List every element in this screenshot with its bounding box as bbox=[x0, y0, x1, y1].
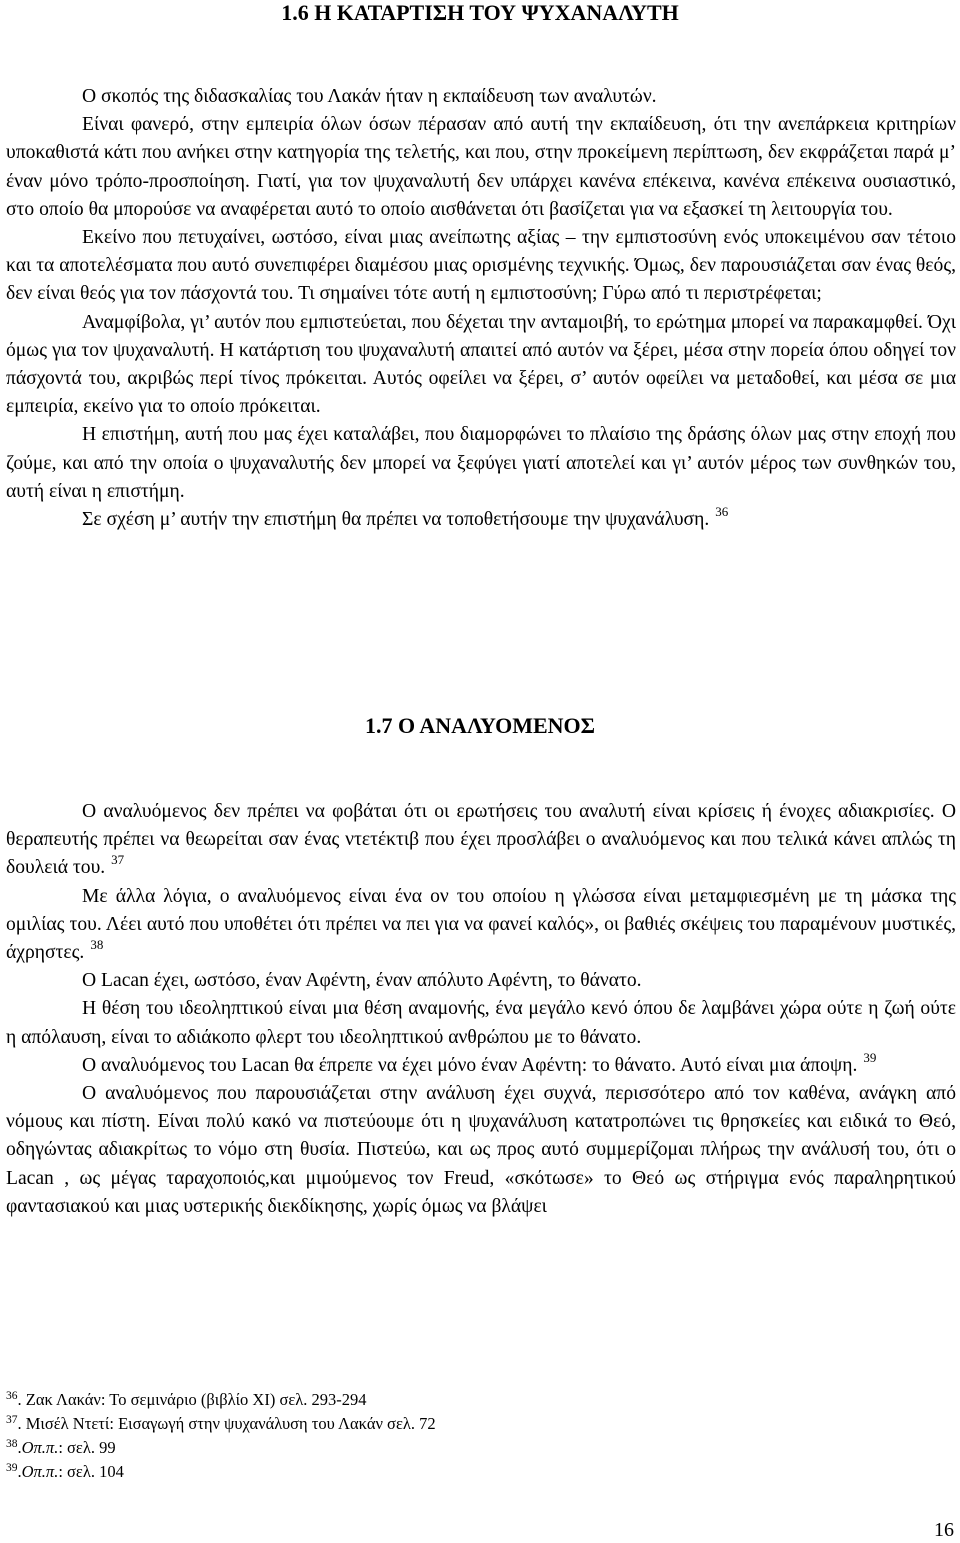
paragraph bbox=[6, 1049, 956, 1080]
footnote-number: 39 bbox=[6, 1462, 18, 1474]
footnote-reference: 37 bbox=[111, 852, 125, 868]
footnote-separator: . bbox=[17, 1462, 22, 1481]
paragraph-text: Ο αναλυόμενος δεν πρέπει να φοβάται ότι οι ερωτήσεις του αναλυτή είναι κρίσεις ή ένοχες αδιακρισίες. Ο θεραπευτής πρέπει να θεωρείται σαν ένας ντετέκτιβ που έχει προσλάβει ο αναλυόμενος και που τελικά κάνει απλώς τη δουλειά του. bbox=[6, 801, 956, 879]
section-heading-1-6: 1.6 Η ΚΑΤΑΡΤΙΣΗ ΤΟΥ ΨΥΧΑΝΑΛΥΤΗ bbox=[281, 0, 679, 25]
paragraph bbox=[6, 798, 956, 883]
paragraph: Αναμφίβολα, γι’ αυτόν που εμπιστεύεται, που δέχεται την ανταμοιβή, το ερώτημα μπορεί να παρακαμφθεί. Όχι όμως για τον ψυχαναλυτή. Η κατάρτιση του ψυχαναλυτή απαιτεί από αυτόν να ξέρει, μέσα στην πορεία όπου οδηγεί τον πάσχοντά του, ακριβώς περί τίνος πρόκειται. Αυτός οφείλει να ξέρει, σ’ αυτόν οφείλει να μεταδοθεί, και μέσα σε μια εμπειρία, εκείνο για το οποίο πρόκειται. bbox=[6, 311, 956, 418]
footnote-separator: . bbox=[17, 1390, 26, 1409]
footnote-reference: 36 bbox=[715, 504, 729, 520]
footnote-text: : σελ. 104 bbox=[58, 1462, 124, 1481]
paragraph: Ο σκοπός της διδασκαλίας του Λακάν ήταν η εκπαίδευση των αναλυτών. bbox=[82, 86, 657, 107]
paragraph: Ο Lacan έχει, ωστόσο, έναν Αφέντη, έναν απόλυτο Αφέντη, το θάνατο. bbox=[82, 970, 642, 992]
paragraph-text: Με άλλα λόγια, ο αναλυόμενος είναι ένα ον του οποίου η γλώσσα είναι μεταμφιεσμένη με τη μάσκα της ομιλίας του. Λέει αυτό που υποθέτει ότι πρέπει να πει για να φανεί καλός», οι βαθιές σκέψεις του παραμένουν μυστικές, άχρηστες. bbox=[6, 885, 956, 964]
footnote-number: 36 bbox=[6, 1390, 18, 1402]
paragraph: Εκείνο που πετυχαίνει, ωστόσο, είναι μιας ανείπωτης αξίας – την εμπιστοσύνη ενός υποκειμένου σαν τέτοιο και τα αποτελέσματα που αυτό συνεπιφέρει διαμέσου μιας ορισμένης τεχνικής. Όμως, δεν παρουσιάζεται σαν ένας θεός, δεν είναι θεός για τον πάσχοντά του. Τι σημαίνει τότε αυτή η εμπιστοσύνη; Γύρω από τι περιστρέφεται; bbox=[6, 227, 956, 305]
paragraph-text: Σε σχέση μ’ αυτήν την επιστήμη θα πρέπει να τοποθετήσουμε την ψυχανάλυση. bbox=[82, 509, 710, 531]
paragraph bbox=[6, 883, 956, 968]
paragraph: Η θέση του ιδεοληπτικού είναι μια θέση αναμονής, ένα μεγάλο κενό όπου δε λαμβάνει χώρα ούτε η ζωή ούτε η απόλαυση, είναι το αδιάκοπο φλερτ του ιδεοληπτικού ανθρώπου με το θάνατο. bbox=[6, 998, 956, 1048]
footnote-separator: . bbox=[17, 1438, 22, 1457]
footnote-reference: 38 bbox=[90, 937, 104, 953]
footnote-text: Ζακ Λακάν: Το σεμινάριο (βιβλίο XI) σελ. 293-294 bbox=[25, 1390, 367, 1409]
footnote-citation: Οπ.π. bbox=[21, 1438, 59, 1457]
paragraph: Ο αναλυόμενος που παρουσιάζεται στην ανάλυση έχει συχνά, περισσότερο από τον καθένα, ανάγκη από νόμους και πίστη. Είναι πολύ κακό να πιστεύουμε ότι η ψυχανάλυση κατατροπώνει τις θρησκείες και ειδικά το Θεό, οδηγώντας αδιακρίτως το νόμο στη θυσία. Πιστεύω, και ως προς αυτό συμμερίζομαι πλήρως την ανάλυσή του, ότι ο Lacan , ως μέγας ταραχοποιός,και μιμούμενος τον Freud, «σκότωσε» το Θεό ως στήριγμα ενός παραληρητικού φαντασιακού και μιας υστερικής διεκδίκησης, χωρίς όμως να βλάψει bbox=[6, 1083, 956, 1217]
footnote-number: 37 bbox=[6, 1414, 18, 1426]
footnote-number: 38 bbox=[6, 1438, 18, 1450]
footnote bbox=[6, 1412, 906, 1436]
footnote-reference: 39 bbox=[863, 1049, 877, 1065]
footnote-text: Μισέλ Ντετί: Εισαγωγή στην ψυχανάλυση του Λακάν σελ. 72 bbox=[25, 1414, 436, 1433]
paragraph: Η επιστήμη, αυτή που μας έχει καταλάβει, που διαμορφώνει το πλαίσιο της δράσης όλων μας στην εποχή που ζούμε, και από την οποία ο ψυχαναλυτής δεν μπορεί να ξεφύγει γιατί αποτελεί και γι’ αυτόν μέρος των συνθηκών του, αυτή είναι η επιστήμη. bbox=[6, 424, 956, 502]
paragraph bbox=[6, 506, 956, 534]
footnote bbox=[6, 1388, 906, 1412]
paragraph bbox=[6, 111, 956, 224]
footnote bbox=[6, 1436, 906, 1460]
section-1-6-body bbox=[6, 83, 956, 534]
footnote bbox=[6, 1460, 906, 1484]
paragraph-text: Ο αναλυόμενος του Lacan θα έπρεπε να έχει μόνο έναν Αφέντη: το θάνατο. Αυτό είναι μια άποψη. bbox=[82, 1054, 858, 1076]
footnotes bbox=[6, 1388, 906, 1484]
footnote-citation: Οπ.π. bbox=[21, 1462, 59, 1481]
section-1-7-body bbox=[6, 798, 956, 1221]
footnote-text: : σελ. 99 bbox=[58, 1438, 116, 1457]
paragraph-text: Είναι φανερό, στην εμπειρία όλων όσων πέρασαν από αυτή την εκπαίδευση, ότι την ανεπάρκεια κριτηρίων υποκαθιστά κάτι που ανήκει στην κατηγορία της τελετής, και που, στην προκείμενη περίπτωση, δεν εκφράζεται παρά μ’ έναν μόνο τρόπο-προσποίηση. Γιατί, για τον ψυχαναλυτή δεν υπάρχει κανένα επέκεινα, κανένα επέκεινα ουσιαστικό, στο οποίο θα μπορούσε να αναφέρεται αυτό το οποίο αισθάνεται ότι βασίζεται για να εξασκεί τη λειτουργία του. bbox=[6, 114, 956, 220]
page-number: 16 bbox=[934, 1519, 954, 1541]
section-heading-1-7: 1.7 Ο ΑΝΑΛΥΟΜΕΝΟΣ bbox=[364, 713, 596, 738]
footnote-separator: . bbox=[17, 1414, 26, 1433]
